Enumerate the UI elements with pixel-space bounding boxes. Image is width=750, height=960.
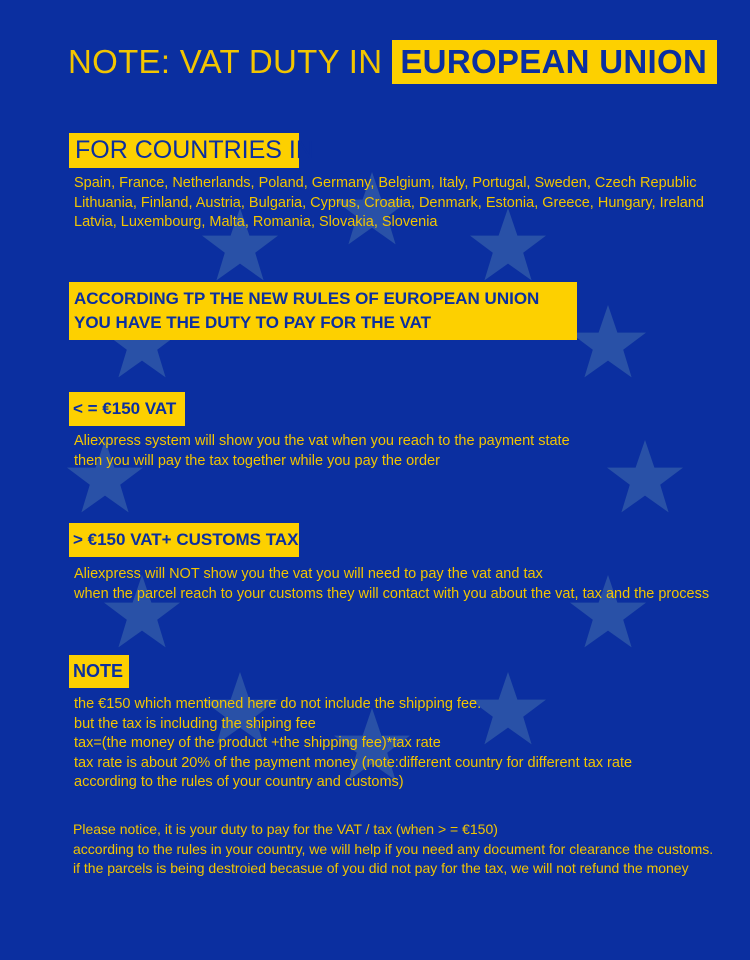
countries-heading-label: FOR COUNTRIES IN [75,136,314,164]
countries-line: Lithuania, Finland, Austria, Bulgaria, Cyprus, Croatia, Denmark, Estonia, Greece, Hungary, Ireland [74,194,704,211]
note-line: according to the rules of your country and customs) [74,774,404,790]
countries-list [74,174,704,233]
rules-line: YOU HAVE THE DUTY TO PAY FOR THE VAT [74,313,432,332]
note-heading [69,655,129,688]
note-text [74,695,632,793]
countries-line: Spain, France, Netherlands, Poland, Germany, Belgium, Italy, Portugal, Sweden, Czech Republic [74,175,697,191]
countries-line: Latvia, Luxembourg, Malta, Romania, Slovakia, Slovenia [74,214,438,230]
note-line: tax rate is about 20% of the payment money (note:different country for different tax rate [74,754,633,771]
under-150-line: then you will pay the tax together while you pay the order [74,452,440,469]
rules-line: ACCORDING TP THE NEW RULES OF EUROPEAN UNION [74,289,540,308]
countries-heading [69,133,314,168]
under-150-line: Aliexpress system will show you the vat when you reach to the payment state [74,433,570,449]
title-highlight: EUROPEAN UNION [392,40,717,84]
under-150-heading-label: < = €150 VAT [73,399,177,418]
under-150-text [74,432,570,471]
notice-line: according to the rules in your country, we will help if you need any document for clearance the customs. [73,840,714,857]
notice-line: if the parcels is being destroied becasue of you did not pay for the tax, we will not refund the money [73,860,689,876]
note-heading-label: NOTE [73,661,124,681]
note-line: the €150 which mentioned here do not include the shipping fee. [74,696,482,712]
over-150-line: when the parcel reach to your customs they will contact with you about the vat, tax and the process [74,585,710,602]
duty-notice [73,820,713,879]
star-icon [570,305,646,377]
over-150-heading [69,523,299,557]
note-line: tax=(the money of the product +the shipping fee)*tax rate [74,735,441,751]
over-150-heading-label: > €150 VAT+ CUSTOMS TAX [73,530,299,549]
notice-line: Please notice, it is your duty to pay for the VAT / tax (when > = €150) [73,821,498,837]
rules-banner [69,282,577,340]
title-prefix: NOTE: VAT DUTY IN [68,43,383,80]
note-line: but the tax is including the shiping fee [74,715,316,732]
over-150-text [74,565,709,604]
under-150-heading [69,392,185,426]
star-icon [607,440,683,512]
page-title [68,40,717,84]
over-150-line: Aliexpress will NOT show you the vat you will need to pay the vat and tax [74,566,543,582]
